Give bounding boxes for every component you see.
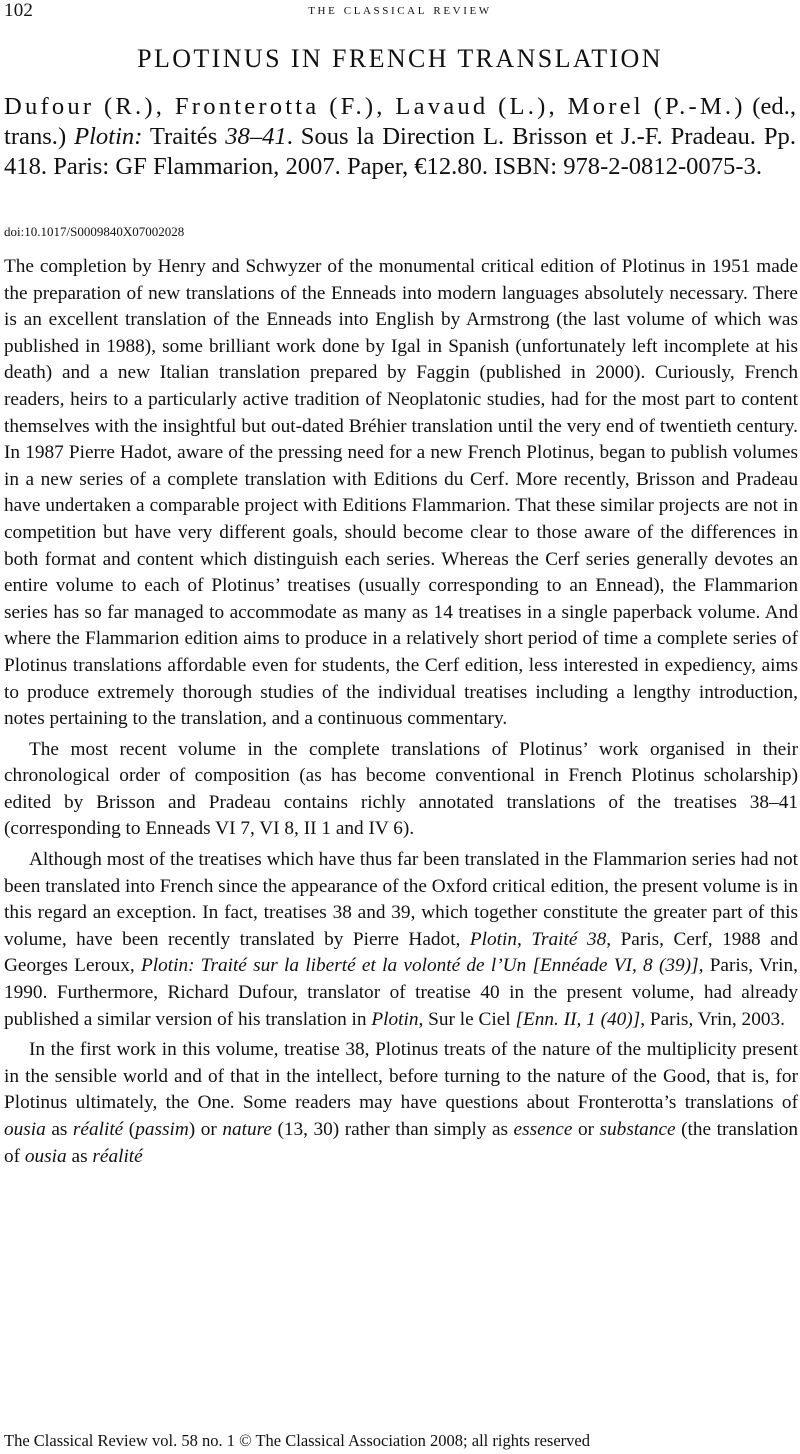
paragraph-3-text: , Sur le Ciel (418, 1008, 516, 1030)
citation-subtitle: Traités (142, 123, 226, 150)
paragraph-4-text: or (572, 1119, 600, 1140)
page-number: 102 (4, 0, 34, 21)
citation-authors: Dufour (R.), Fronterotta (F.), Lavaud (L.), Morel (P.-M.) (4, 93, 746, 120)
italic-title: Plotin: Traité sur la liberté et la volonté de l’Un [Ennéade VI, 8 (39)] (140, 955, 699, 977)
paragraph-3 (4, 847, 798, 1033)
article-title: PLOTINUS IN FRENCH TRANSLATION (137, 44, 663, 73)
copyright-footer: The Classical Review vol. 58 no. 1 © The Classical Association 2008; all rights reserved (4, 1431, 590, 1450)
paragraph-3-text: Although most of the treatises which have thus far been translated in the Flammarion series had not been translated into French since the appearance of the Oxford critical edition, the present volume is in this regard an exception. In fact, treatises 38 and 39, which together constitute the greater part of this volume, have been recently translated by Pierre Hadot, (4, 849, 798, 950)
italic-term: substance (599, 1119, 676, 1140)
paragraph-4-text: ( (123, 1119, 136, 1140)
paragraph-2: The most recent volume in the complete translations of Plotinus’ work organised in their chronological order of composition (as has become conventional in French Plotinus scholarship) edited by Brisson and Pradeau contains richly annotated translations of the treatises 38–41 (corresponding to Enneads VI 7, VI 8, II 1 and IV 6). (4, 738, 798, 840)
doi: doi:10.1017/S0009840X07002028 (4, 224, 185, 239)
paragraph-4-text: as (45, 1119, 73, 1140)
italic-term: réalité (92, 1145, 143, 1167)
italic-title: Plotin, Traité 38 (469, 928, 607, 950)
citation-treatise-range: 38–41 (225, 123, 287, 150)
journal-name: the classical review (308, 2, 492, 18)
italic-title: [Enn. II, 1 (40)] (515, 1008, 641, 1030)
paragraph-4-text: as (66, 1145, 93, 1167)
paragraph-4-text: (13, 30) rather than simply as (271, 1119, 514, 1140)
paragraph-3-text: , Paris, Vrin, 1990. Furthermore, Richard Dufour, translator of treatise 40 in the present volume, had already published a similar version of his translation in (4, 955, 799, 1030)
review-body (4, 254, 798, 1170)
citation-work-title: Plotin: (74, 123, 143, 150)
italic-term: ousia (24, 1145, 67, 1167)
paragraph-3-text: , Paris, Vrin, 2003. (640, 1008, 785, 1030)
citation-role: (ed., trans.) (4, 93, 796, 150)
italic-term: nature (222, 1119, 272, 1140)
citation-details: . Sous la Direction L. Brisson et J.-F. Pradeau. Pp. 418. Paris: GF Flammarion, 2007. Paper, €12.80. ISBN: 978-2-0812-0075-3. (4, 123, 796, 180)
italic-term: essence (513, 1119, 573, 1140)
paragraph-4-text: ) or (188, 1119, 223, 1140)
italic-term: réalité (72, 1119, 124, 1140)
italic-term: ousia (4, 1119, 46, 1140)
paragraph-4-text: In the first work in this volume, treatise 38, Plotinus treats of the nature of the multiplicity present in the sensible world and of that in the intellect, before turning to the nature of the Good, that is, for Plotinus ultimately, the One. Some readers may have questions about Fronterotta’s translations of (4, 1039, 798, 1114)
italic-term: passim (135, 1119, 189, 1140)
paragraph-4 (4, 1037, 798, 1170)
paragraph-4-text: (the translation of (4, 1119, 798, 1167)
paragraph-1: The completion by Henry and Schwyzer of the monumental critical edition of Plotinus in 1951 made the preparation of new translations of the Enneads into modern languages absolutely necessary. There is an excellent translation of the Enneads into English by Armstrong (the last volume of which was published in 1988), some brilliant work done by Igal in Spanish (unfortunately left incomplete at his death) and a new Italian translation prepared by Faggin (published in 2000). Curiously, French readers, heirs to a particularly active tradition of Neoplatonic studies, had for the most part to content themselves with the insightful but out-dated Bréhier translation until the very end of twentieth century. In 1987 Pierre Hadot, aware of the pressing need for a new French Plotinus, began to publish volumes in a new series of a complete translation with Editions du Cerf. More recently, Brisson and Pradeau have undertaken a comparable project with Editions Flammarion. That these similar projects are not in competition but have very different goals, should become clear to those aware of the differences in both format and content which distinguish each series. Whereas the Cerf series generally devotes an entire volume to each of Plotinus’ treatises (usually corresponding to an Ennead), the Flammarion series has so far managed to accommodate as many as 14 treatises in a single paperback volume. And where the Flammarion edition aims to produce in a relatively short period of time a complete series of Plotinus translations affordable even for students, the Cerf edition, less interested in expediency, aims to produce extremely thorough studies of the individual treatises including a lengthy introduction, notes pertaining to the translation, and a continuous commentary. (4, 256, 798, 730)
italic-title: Plotin (371, 1008, 419, 1030)
running-head (0, 0, 800, 26)
book-citation (4, 92, 796, 182)
paragraph-3-text: , Paris, Cerf, 1988 and Georges Leroux, (4, 928, 799, 977)
